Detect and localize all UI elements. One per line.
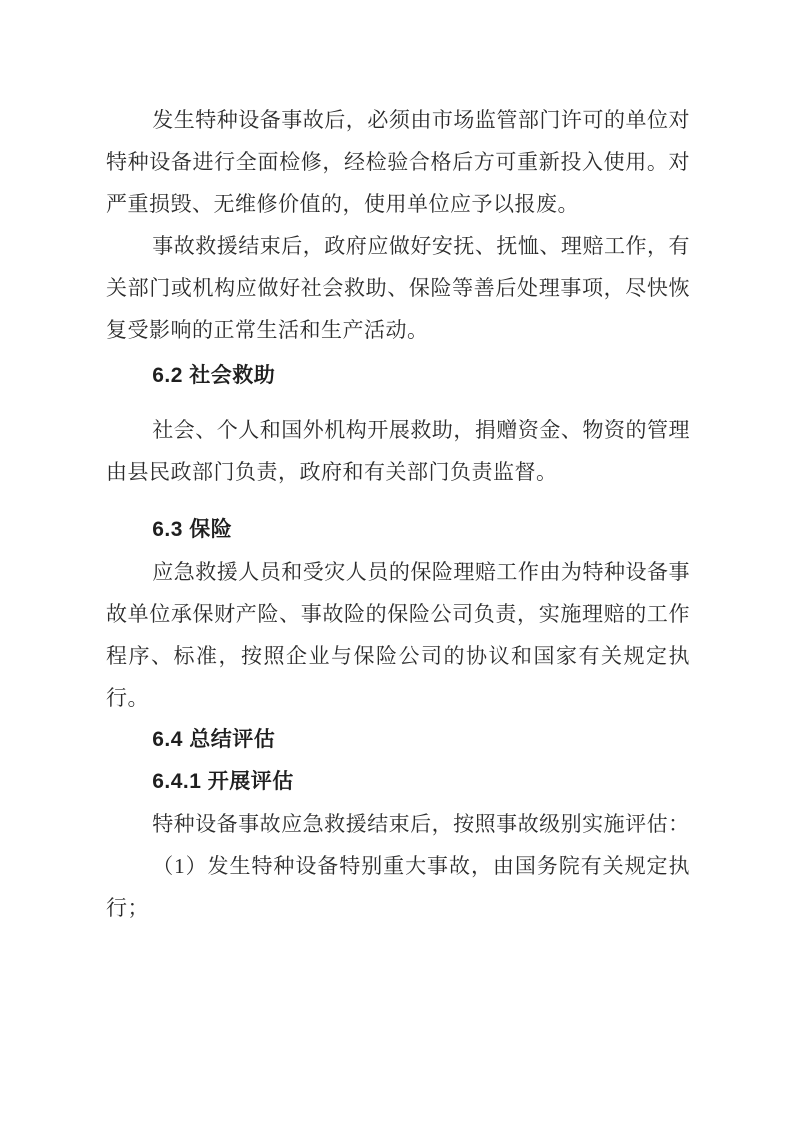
section-heading-6-4-1-conduct-evaluation: 6.4.1 开展评估 (152, 770, 294, 793)
paragraph-post-rescue-compensation: 事故救援结束后，政府应做好安抚、抚恤、理赔工作，有关部门或机构应做好社会救助、保险等善后处理事项，尽快恢复受影响的正常生活和生产活动。 (106, 234, 690, 342)
section-heading-6-3-insurance: 6.3 保险 (152, 518, 233, 541)
document-body (106, 99, 690, 929)
paragraph-item-1-especially-major-accident: （1）发生特种设备特别重大事故，由国务院有关规定执行； (106, 854, 690, 920)
section-heading-6-2-social-assistance: 6.2 社会救助 (152, 364, 276, 387)
section-heading-6-4-summary-evaluation: 6.4 总结评估 (152, 728, 276, 751)
paragraph-insurance-claims: 应急救援人员和受灾人员的保险理赔工作由为特种设备事故单位承保财产险、事故险的保险公司负责，实施理赔的工作程序、标准，按照企业与保险公司的协议和国家有关规定执行。 (106, 560, 690, 710)
paragraph-evaluation-by-accident-level: 特种设备事故应急救援结束后，按照事故级别实施评估： (152, 812, 690, 836)
paragraph-post-accident-inspection: 发生特种设备事故后，必须由市场监管部门许可的单位对特种设备进行全面检修，经检验合格后方可重新投入使用。对严重损毁、无维修价值的，使用单位应予以报废。 (106, 108, 690, 216)
paragraph-social-assistance-management: 社会、个人和国外机构开展救助，捐赠资金、物资的管理由县民政部门负责，政府和有关部门负责监督。 (106, 418, 690, 484)
